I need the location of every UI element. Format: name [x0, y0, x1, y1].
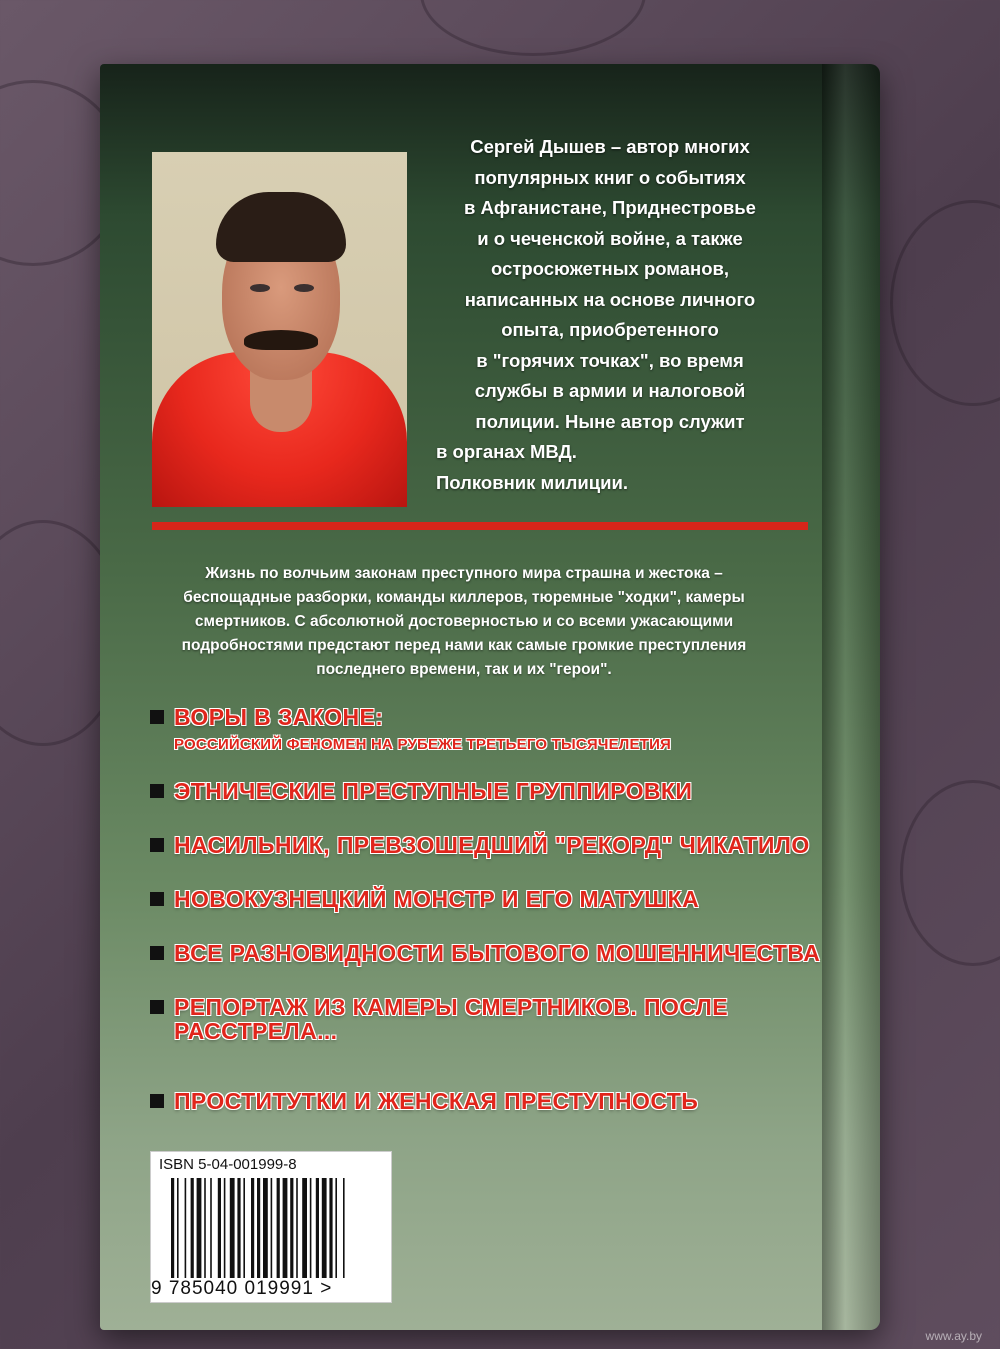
barcode-bars	[171, 1178, 371, 1278]
barcode-bar	[335, 1178, 337, 1278]
barcode-bar	[277, 1178, 280, 1278]
barcode-bar	[197, 1178, 202, 1278]
topic-title: ПРОСТИТУТКИ И ЖЕНСКАЯ ПРЕСТУПНОСТЬ	[174, 1088, 699, 1114]
barcode-bar	[302, 1178, 307, 1278]
barcode-bar	[218, 1178, 221, 1278]
barcode-bar	[224, 1178, 226, 1278]
book-blurb	[134, 562, 794, 682]
bio-line: полиции. Ныне автор служит	[475, 410, 745, 432]
bio-line: в Афганистане, Приднестровье	[464, 197, 756, 218]
square-bullet-icon	[150, 1000, 164, 1014]
barcode-bar	[322, 1178, 327, 1278]
topic-title: НАСИЛЬНИК, ПРЕВЗОШЕДШИЙ "РЕКОРД" ЧИКАТИЛО	[174, 832, 810, 858]
author-eye-left	[250, 284, 270, 292]
author-photo	[152, 152, 407, 507]
square-bullet-icon	[150, 710, 164, 724]
topic-title: ЭТНИЧЕСКИЕ ПРЕСТУПНЫЕ ГРУППИРОВКИ	[174, 778, 693, 804]
fabric-pattern	[900, 780, 1000, 966]
topic-subtitle: РОССИЙСКИЙ ФЕНОМЕН НА РУБЕЖЕ ТРЕТЬЕГО ТЫСЯЧЕЛЕТИЯ	[174, 736, 672, 753]
bio-line: написанных на основе личного	[464, 288, 756, 310]
blurb-line: последнего времени, так и их "герои".	[316, 661, 612, 678]
barcode-bar	[271, 1178, 273, 1278]
barcode-bar	[316, 1178, 319, 1278]
bio-line: службы в армии и налоговой	[474, 380, 746, 401]
fabric-pattern	[890, 200, 1000, 406]
barcode-bar	[283, 1178, 288, 1278]
blurb-line: смертников. С абсолютной достоверностью и со всеми ужасающими	[194, 613, 734, 630]
bio-line: Полковник милиции.	[436, 471, 628, 493]
book-back-cover	[100, 64, 880, 1330]
watermark: www.ay.by	[925, 1329, 982, 1343]
barcode-bar	[251, 1178, 254, 1278]
barcode-bar	[310, 1178, 312, 1278]
bio-line: опыта, приобретенного	[501, 319, 719, 340]
blurb-line: подробностями предстают перед нами как самые громкие преступления	[181, 637, 747, 654]
barcode-bar	[296, 1178, 298, 1278]
barcode-bar	[329, 1178, 332, 1278]
bio-line: в органах МВД.	[436, 441, 577, 462]
barcode-bar	[237, 1178, 240, 1278]
red-divider	[152, 522, 808, 530]
topic-title: ВОРЫ В ЗАКОНЕ:	[174, 704, 384, 730]
bio-line: Сергей Дышев – автор многих	[470, 136, 750, 157]
isbn-barcode	[150, 1151, 392, 1303]
bio-line: популярных книг о событиях	[474, 166, 746, 188]
blurb-line: беспощадные разборки, команды киллеров, тюремные "ходки", камеры	[183, 589, 745, 606]
barcode-digits: 9 785040 019991 >	[151, 1278, 333, 1299]
square-bullet-icon	[150, 892, 164, 906]
author-hair	[216, 192, 346, 262]
isbn-label: ISBN 5-04-001999-8	[159, 1156, 297, 1173]
barcode-bar	[204, 1178, 206, 1278]
barcode-bar	[230, 1178, 235, 1278]
author-bio	[430, 132, 790, 498]
bio-line: остросюжетных романов,	[490, 258, 730, 279]
topic-title-continued: РАССТРЕЛА...	[174, 1018, 338, 1044]
barcode-bar	[171, 1178, 174, 1278]
topic-title: НОВОКУЗНЕЦКИЙ МОНСТР И ЕГО МАТУШКА	[174, 886, 700, 912]
book-spine-edge	[822, 64, 880, 1330]
barcode-bar	[290, 1178, 293, 1278]
barcode-bar	[257, 1178, 260, 1278]
barcode-bar	[263, 1178, 268, 1278]
barcode-bar	[343, 1178, 345, 1278]
square-bullet-icon	[150, 784, 164, 798]
square-bullet-icon	[150, 838, 164, 852]
bio-line: в "горячих точках", во время	[476, 349, 744, 371]
square-bullet-icon	[150, 946, 164, 960]
barcode-bar	[191, 1178, 194, 1278]
topic-title: ВСЕ РАЗНОВИДНОСТИ БЫТОВОГО МОШЕННИЧЕСТВА	[174, 940, 821, 966]
fabric-pattern	[420, 0, 646, 56]
barcode-bar	[243, 1178, 245, 1278]
barcode-bar	[177, 1178, 179, 1278]
square-bullet-icon	[150, 1094, 164, 1108]
author-mustache	[244, 330, 318, 350]
topic-title: РЕПОРТАЖ ИЗ КАМЕРЫ СМЕРТНИКОВ. ПОСЛЕ	[174, 994, 728, 1020]
barcode-bar	[185, 1178, 187, 1278]
barcode-bar	[210, 1178, 212, 1278]
author-eye-right	[294, 284, 314, 292]
bio-line: и о чеченской войне, а также	[477, 227, 743, 249]
blurb-line: Жизнь по волчьим законам преступного мира страшна и жестока –	[205, 565, 723, 582]
